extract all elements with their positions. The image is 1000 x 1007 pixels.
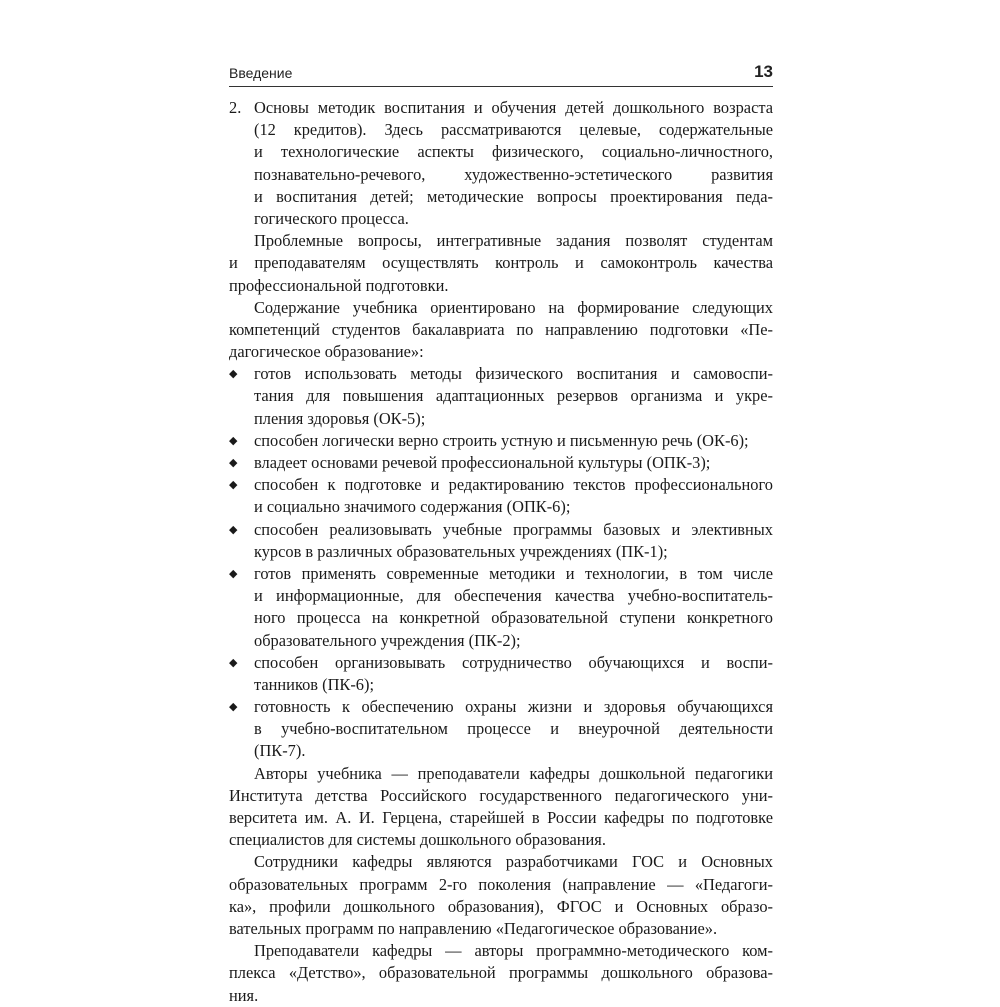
text-line: ка», профили дошкольного образования), ФГОС и Основных образо- [229,896,773,916]
text-line: Основы методик воспитания и обучения детей дошкольного возраста [254,98,773,117]
text-line: готовность к обеспечению охраны жизни и здоровья обучающихся [254,697,773,717]
text-line: курсов в различных образовательных учреждениях (ПК-1); [254,541,668,561]
paragraph-problem-questions [229,230,773,297]
diamond-bullet-icon: ◆ [229,479,238,492]
numbered-item-2 [229,97,773,230]
text-line: (12 кредитов). Здесь рассматриваются целевые, содержательные [254,120,773,140]
text-line: дагогическое образование»: [229,342,424,362]
text-line: готов применять современные методики и технологии, в том числе [254,563,773,583]
text-line: Преподаватели кафедры — авторы программно-методического ком- [254,941,773,961]
text-line: пления здоровья (ОК-5); [254,408,426,428]
list-item [229,363,773,430]
paragraph-authors [229,763,773,852]
text-line: и технологические аспекты физического, социально-личностного, [254,142,773,162]
text-line: плекса «Детство», образовательной программы дошкольного образова- [229,963,773,983]
text-line: компетенций студентов бакалавриата по направлению подготовки «Пе- [229,319,773,339]
text-line: профессиональной подготовки. [229,275,449,295]
header-rule [229,86,773,87]
paragraph-textbook-content [229,297,773,364]
diamond-bullet-icon: ◆ [229,567,238,580]
text-line: танников (ПК-6); [254,674,375,694]
text-line: ного процесса на конкретной образовательной ступени конкретного [254,608,773,628]
text-line: вательных программ по направлению «Педагогическое образование». [229,918,718,938]
diamond-bullet-icon: ◆ [229,656,238,669]
text-line: тания для повышения адаптационных резервов организма и укре- [254,386,773,406]
running-header [229,62,773,86]
text-line: верситета им. А. И. Герцена, старейшей в России кафедры по подготовке [229,808,773,827]
text-line: способен организовывать сотрудничество обучающихся и воспи- [254,652,773,672]
item-number: 2. [229,98,242,117]
diamond-bullet-icon: ◆ [229,701,238,714]
list-item [229,652,773,696]
page-number: 13 [754,62,773,81]
text-line: в учебно-воспитательном процессе и внеурочной деятельности [254,719,773,739]
text-line: Сотрудники кафедры являются разработчиками ГОС и Основных [254,852,773,872]
page-body [229,97,773,1007]
competencies-list [229,363,773,762]
paragraph-teachers [229,940,773,1007]
text-line: ния. [229,985,259,1005]
text-line: и преподавателям осуществлять контроль и самоконтроль качества [229,253,773,273]
paragraph-staff [229,851,773,940]
diamond-bullet-icon: ◆ [229,368,238,381]
text-line: способен логически верно строить устную и письменную речь (ОК-6); [254,430,749,450]
text-line: специалистов для системы дошкольного образования. [229,830,606,850]
text-line: гогического процесса. [254,208,409,228]
text-line: и воспитания детей; методические вопросы проектирования педа- [254,186,773,206]
text-line: и информационные, для обеспечения качества учебно-воспитатель- [254,586,773,606]
text-line: владеет основами речевой профессиональной культуры (ОПК-3); [254,453,711,472]
text-line: образовательных программ 2-го поколения (направление — «Педагоги- [229,874,773,894]
text-line: Института детства Российского государственного педагогического уни- [229,785,773,805]
text-line: Содержание учебника ориентировано на формирование следующих [254,297,773,317]
text-line: образовательного учреждения (ПК-2); [254,630,521,650]
diamond-bullet-icon: ◆ [229,457,238,469]
text-line: готов использовать методы физического воспитания и самовоспи- [254,364,773,384]
list-item [229,519,773,563]
diamond-bullet-icon: ◆ [229,434,238,447]
text-line: (ПК-7). [254,741,306,761]
text-line: способен реализовывать учебные программы базовых и элективных [254,519,773,539]
text-line: способен к подготовке и редактированию текстов профессионального [254,475,773,495]
list-item [229,696,773,763]
list-item [229,430,773,452]
list-item [229,563,773,652]
list-item [229,452,773,474]
text-line: Авторы учебника — преподаватели кафедры дошкольной педагогики [254,763,773,783]
section-title: Введение [229,65,293,81]
diamond-bullet-icon: ◆ [229,523,238,536]
list-item [229,474,773,518]
text-line: Проблемные вопросы, интегративные задания позволят студентам [254,231,773,251]
text-line: и социально значимого содержания (ОПК-6); [254,497,571,517]
text-line: познавательно-речевого, художественно-эстетического развития [254,164,773,184]
